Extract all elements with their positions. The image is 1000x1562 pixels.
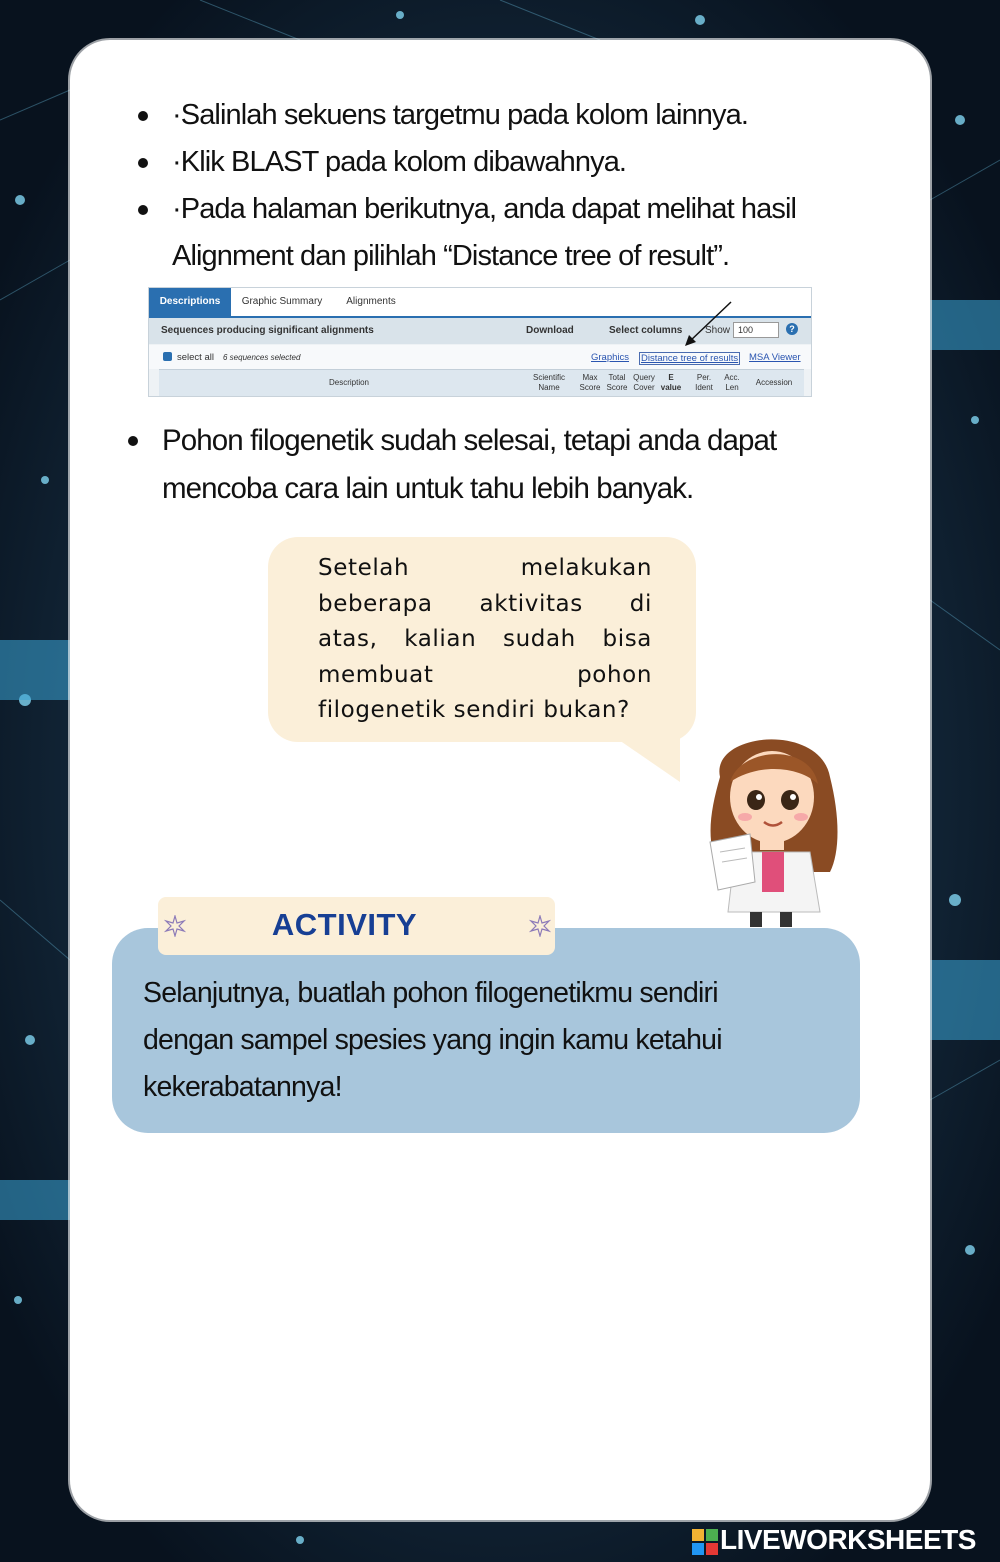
help-icon[interactable]: ? bbox=[786, 323, 798, 335]
speech-line: atas, kalian sudah bisa bbox=[318, 626, 652, 652]
bullet-dot bbox=[138, 205, 148, 215]
liveworksheets-logo bbox=[692, 1522, 992, 1558]
tab-descriptions[interactable]: Descriptions bbox=[149, 288, 231, 316]
activity-line: dengan sampel spesies yang ingin kamu ketahui bbox=[143, 1024, 722, 1056]
speech-text bbox=[318, 551, 652, 729]
activity-title: ACTIVITY bbox=[271, 907, 418, 942]
bullet-dot bbox=[138, 111, 148, 121]
selection-row bbox=[149, 345, 811, 369]
scientist-girl-illustration bbox=[690, 722, 850, 932]
col-per-ident: Per. Ident bbox=[695, 373, 713, 392]
selected-count: 6 sequences selected bbox=[223, 353, 301, 362]
bullet-dot bbox=[138, 158, 148, 168]
liveworksheets-icon bbox=[692, 1529, 718, 1555]
bullet-item bbox=[172, 92, 748, 139]
brand-text: LIVEWORKSHEETS bbox=[720, 1524, 976, 1555]
select-all-checkbox[interactable] bbox=[163, 352, 172, 361]
bullet-text: ·Klik BLAST pada kolom dibawahnya. bbox=[172, 146, 627, 178]
col-description: Description bbox=[328, 378, 369, 387]
speech-line: filogenetik sendiri bukan? bbox=[318, 697, 630, 723]
speech-line: beberapa aktivitas di bbox=[318, 590, 652, 617]
col-total-score: Total Score bbox=[606, 373, 628, 392]
download-menu[interactable]: Download bbox=[526, 325, 574, 336]
bullet-text-continued bbox=[162, 465, 693, 513]
activity-line: Selanjutnya, buatlah pohon filogenetikmu sendiri bbox=[143, 977, 718, 1009]
tab-graphic-summary[interactable]: Graphic Summary bbox=[241, 296, 323, 307]
col-e-value: E value bbox=[660, 373, 682, 392]
speech-bubble bbox=[268, 537, 696, 742]
activity-tag bbox=[158, 897, 555, 955]
bullet-text: Pohon filogenetik sudah selesai, tetapi anda dapat bbox=[162, 424, 777, 457]
sparkle-icon bbox=[529, 915, 551, 937]
pointer-arrow-icon bbox=[679, 298, 739, 348]
bullet-item bbox=[162, 417, 776, 465]
speech-line: Setelah melakukan bbox=[318, 555, 652, 581]
col-max-score: Max Score bbox=[579, 373, 601, 392]
bullet-text: Alignment dan pilihlah “Distance tree of result”. bbox=[172, 240, 730, 272]
bullet-text: ·Pada halaman berikutnya, anda dapat melihat hasil bbox=[172, 193, 797, 225]
select-all-label[interactable]: select all bbox=[177, 352, 214, 363]
blast-results-screenshot bbox=[148, 287, 812, 397]
activity-instructions bbox=[143, 970, 843, 1111]
bullet-dot bbox=[128, 436, 138, 446]
distance-tree-link[interactable]: Distance tree of results bbox=[641, 353, 739, 364]
bullet-text-continued bbox=[172, 233, 729, 280]
col-query-cover: Query Cover bbox=[633, 373, 655, 392]
msa-viewer-link[interactable]: MSA Viewer bbox=[749, 352, 801, 363]
col-acc-len: Acc. Len bbox=[724, 373, 740, 392]
bullet-item bbox=[172, 139, 626, 186]
tab-alignments[interactable]: Alignments bbox=[346, 296, 396, 307]
show-label: Show bbox=[705, 325, 731, 336]
speech-line: membuat pohon bbox=[318, 661, 652, 688]
bullet-text: ·Salinlah sekuens targetmu pada kolom lainnya. bbox=[172, 99, 749, 131]
show-count-select[interactable]: 100 bbox=[733, 322, 779, 338]
col-accession: Accession bbox=[755, 378, 793, 387]
bullet-text: mencoba cara lain untuk tahu lebih banyak. bbox=[162, 472, 694, 505]
table-header bbox=[159, 369, 804, 397]
col-scientific-name: Scientific Name bbox=[532, 373, 565, 392]
select-columns-menu[interactable]: Select columns bbox=[609, 325, 683, 336]
results-heading: Sequences producing significant alignments bbox=[161, 325, 374, 336]
bullet-item bbox=[172, 186, 796, 233]
graphics-link[interactable]: Graphics bbox=[591, 352, 630, 363]
activity-line: kekerabatannya! bbox=[143, 1071, 342, 1103]
